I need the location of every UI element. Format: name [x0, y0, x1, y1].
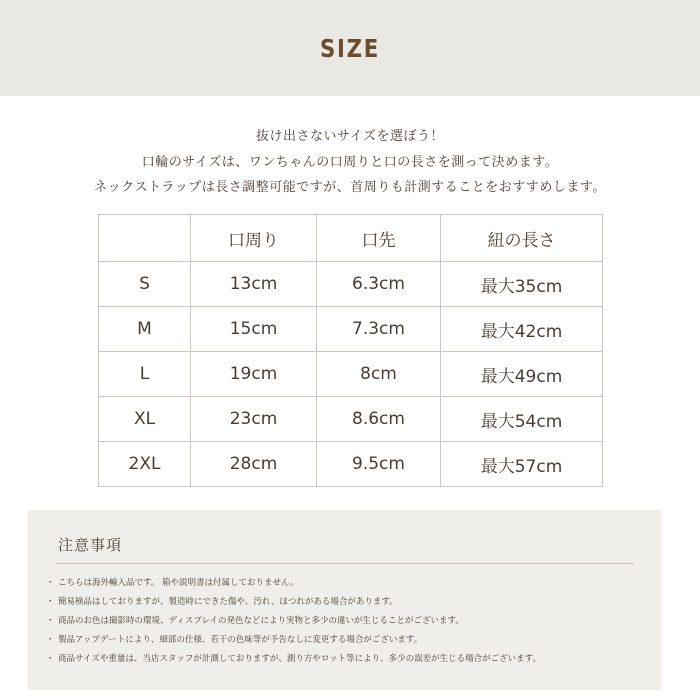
table-cell: 7.3cm: [317, 307, 441, 352]
bullet-icon: ・: [46, 578, 55, 588]
notes-list: [46, 574, 541, 669]
table-cell: 23cm: [191, 397, 317, 442]
table-cell: 15cm: [191, 307, 317, 352]
page-title: SIZE: [320, 34, 380, 63]
note-text: 商品のお色は撮影時の環境、ディスプレイの発色などにより実物と多少の違いが生じることがございます。: [58, 616, 464, 626]
table-cell: 8.6cm: [317, 397, 441, 442]
notes-title: 注意事項: [58, 536, 123, 554]
table-header-strap-length: 紐の長さ: [441, 215, 603, 262]
bullet-icon: ・: [46, 635, 55, 645]
table-cell: 最大49cm: [441, 352, 603, 397]
list-item: [46, 593, 541, 612]
list-item: [46, 650, 541, 669]
table-cell: 最大42cm: [441, 307, 603, 352]
list-item: [46, 631, 541, 650]
table-cell: 8cm: [317, 352, 441, 397]
table-cell: 13cm: [191, 262, 317, 307]
size-label: 2XL: [99, 442, 191, 487]
bullet-icon: ・: [46, 654, 55, 664]
table-cell: 最大35cm: [441, 262, 603, 307]
table-row: [99, 352, 603, 397]
size-label: M: [99, 307, 191, 352]
note-text: 簡易検品はしておりますが、製造時にできた傷や、汚れ、ほつれがある場合があります。: [58, 597, 398, 607]
table-row: [99, 397, 603, 442]
table-cell: 6.3cm: [317, 262, 441, 307]
intro-line-1: 抜け出さないサイズを選ぼう！: [256, 129, 444, 144]
table-cell: 最大57cm: [441, 442, 603, 487]
table-row: [99, 442, 603, 487]
notes-divider: [56, 563, 634, 564]
bullet-icon: ・: [46, 616, 55, 626]
table-row: [99, 307, 603, 352]
size-label: L: [99, 352, 191, 397]
bullet-icon: ・: [46, 597, 55, 607]
note-text: 商品サイズや重量は、当店スタッフが計測しておりますが、測り方やロット等により、多少の誤差が生じる場合がございます。: [58, 654, 541, 664]
size-label: XL: [99, 397, 191, 442]
table-cell: 28cm: [191, 442, 317, 487]
intro-line-3: ネックストラップは長さ調整可能ですが、首周りも計測することをおすすめします。: [94, 180, 606, 195]
table-cell: 最大54cm: [441, 397, 603, 442]
table-row: [99, 262, 603, 307]
table-cell: 9.5cm: [317, 442, 441, 487]
note-text: こちらは海外輸入品です。 箱や説明書は付属しておりません。: [58, 578, 299, 588]
note-text: 製品アップデートにより、細部の仕様、若干の色味等が予告なしに変更する場合がございます。: [58, 635, 423, 645]
size-label: S: [99, 262, 191, 307]
list-item: [46, 574, 541, 593]
notes-panel: [28, 510, 661, 690]
table-header-row: [99, 215, 603, 262]
table-header-mouth-circumference: 口周り: [191, 215, 317, 262]
table-header-snout-length: 口先: [317, 215, 441, 262]
intro-line-2: 口輪のサイズは、ワンちゃんの口周りと口の長さを測って決めます。: [141, 155, 559, 170]
table-cell: 19cm: [191, 352, 317, 397]
size-table: [98, 214, 603, 487]
table-header-cell: [99, 215, 191, 262]
list-item: [46, 612, 541, 631]
